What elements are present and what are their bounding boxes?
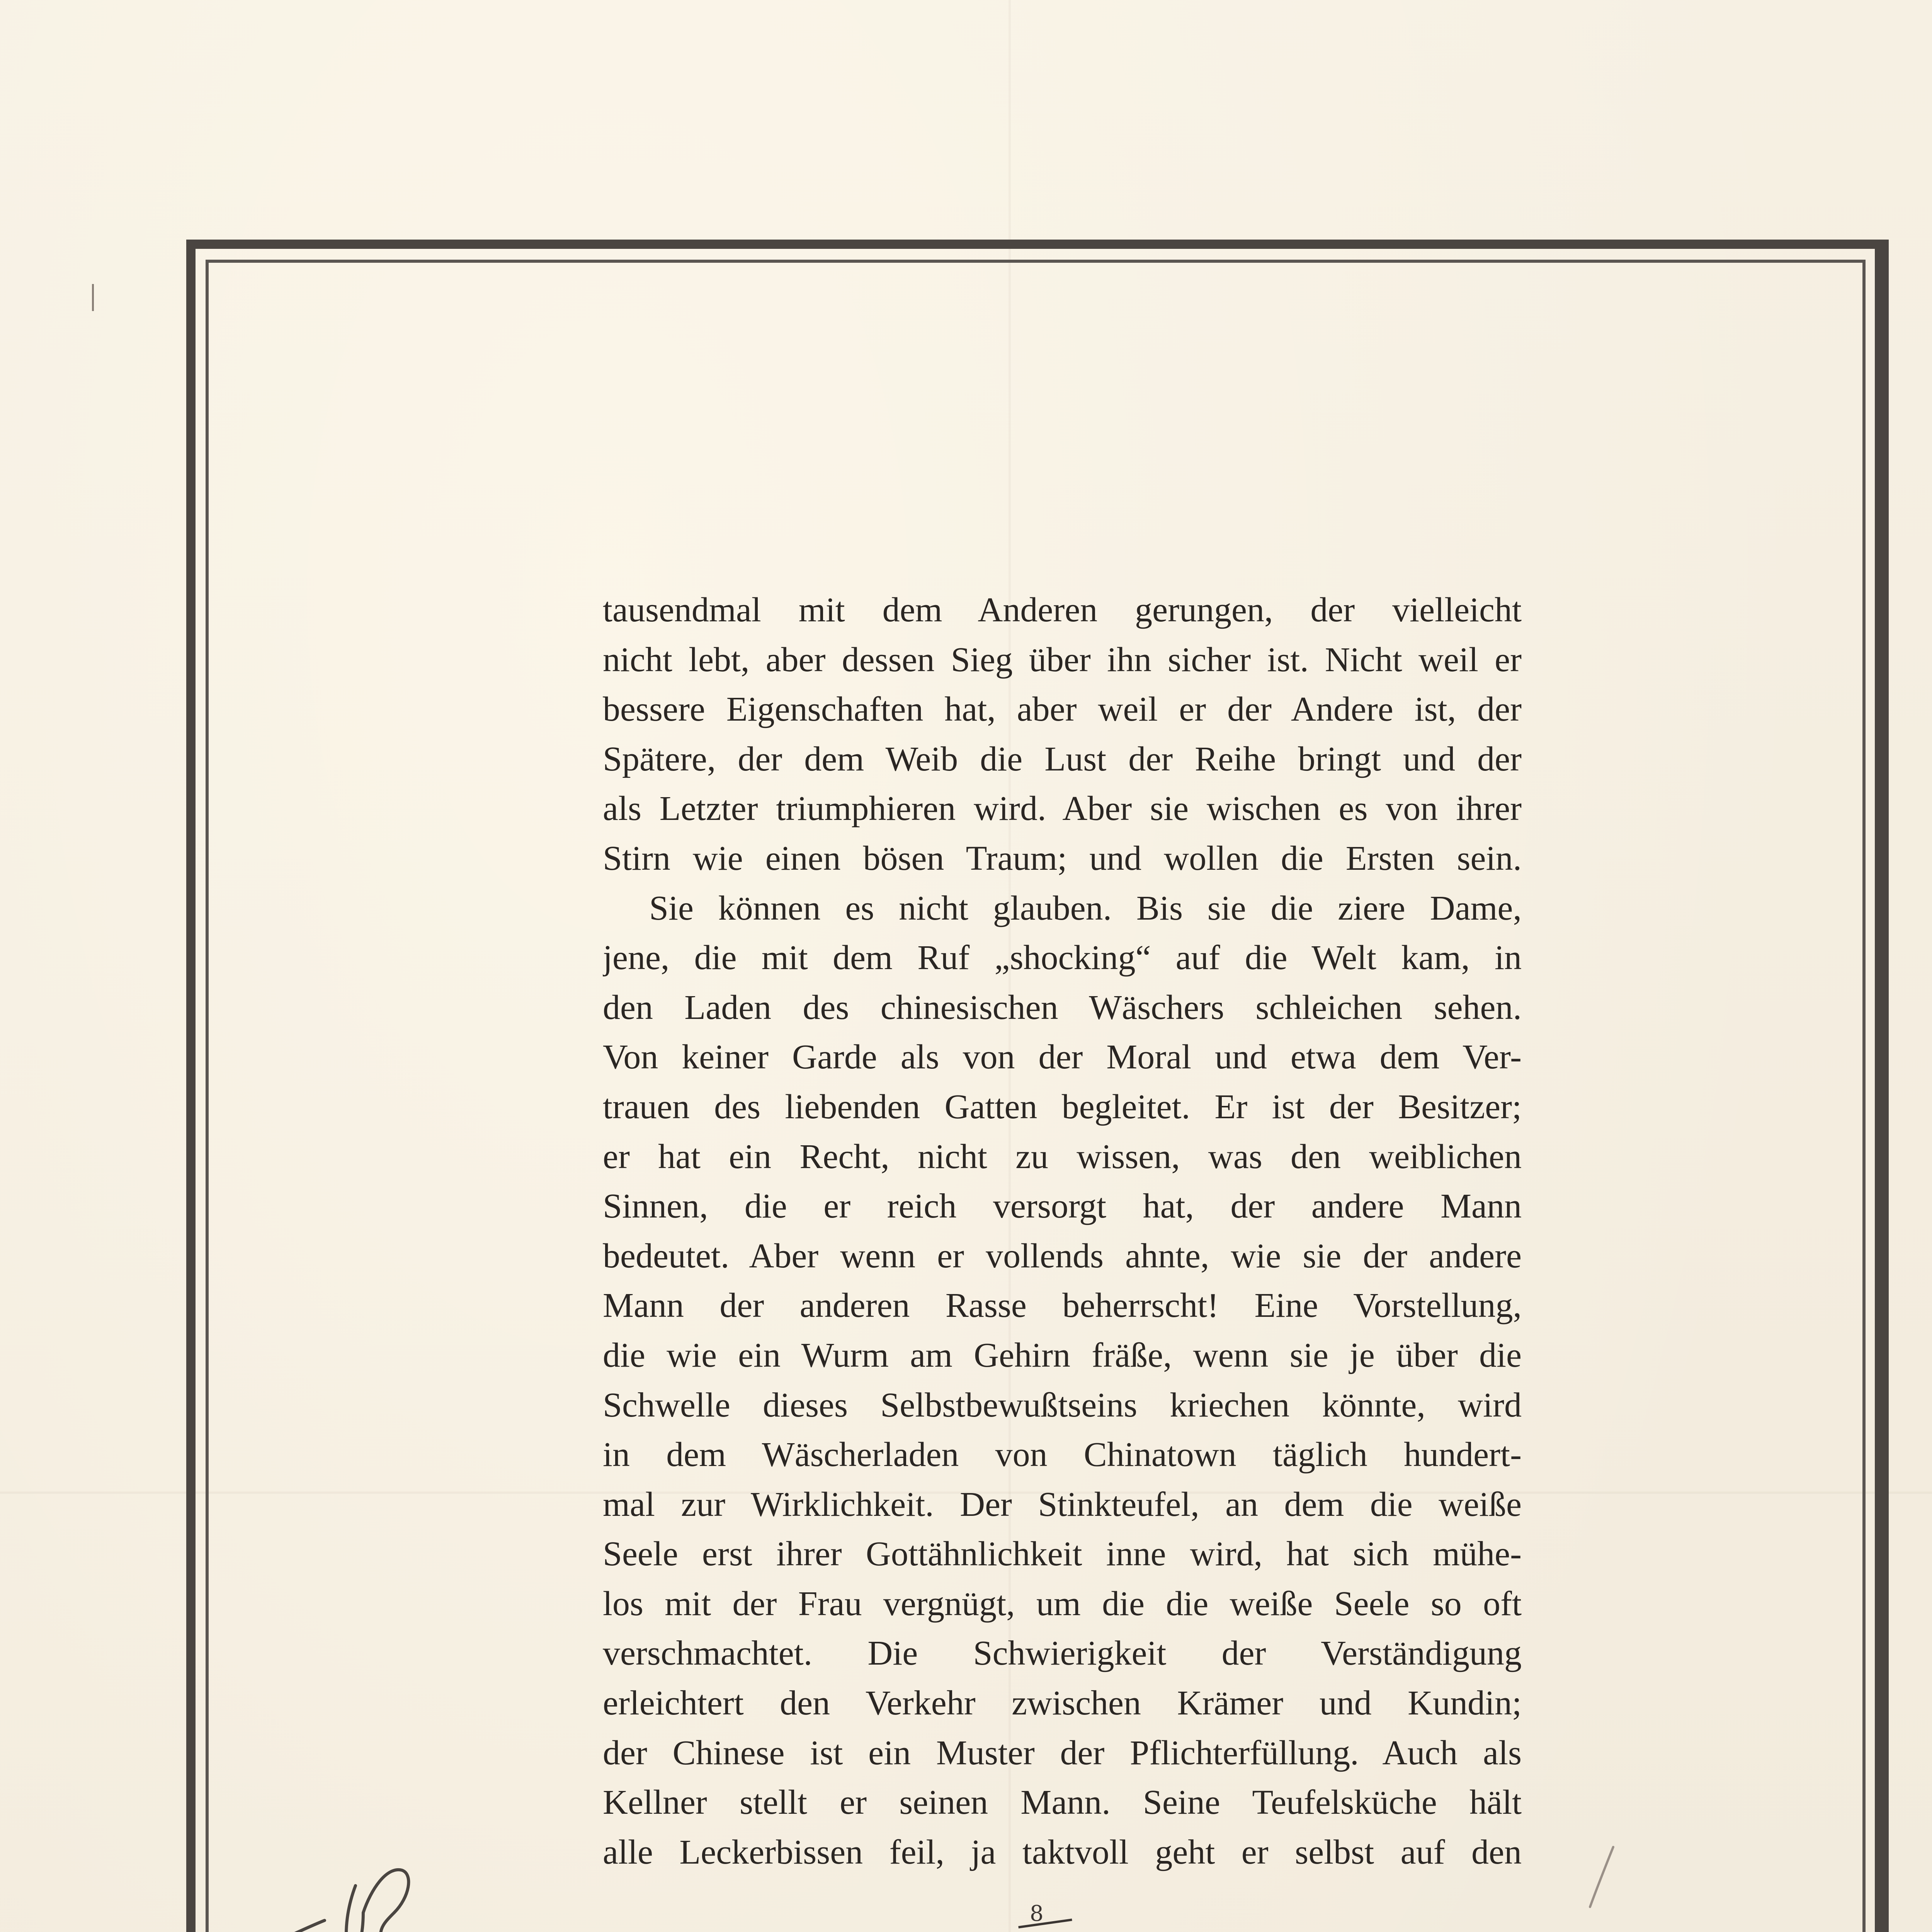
text-line: Spätere, der dem Weib die Lust der Reihe bringt und der xyxy=(603,740,1522,778)
text-line: jene, die mit dem Ruf „shocking“ auf die Welt kam, in xyxy=(603,939,1522,977)
text-line: Mann der anderen Rasse beherrscht! Eine Vorstellung, xyxy=(603,1286,1522,1325)
text-line: trauen des liebenden Gatten begleitet. Er ist der Besitzer; xyxy=(603,1087,1522,1126)
margin-tick xyxy=(92,284,94,311)
text-line: Kellner stellt er seinen Mann. Seine Teufelsküche hält xyxy=(603,1783,1522,1822)
handwritten-mark-icon xyxy=(247,1824,448,1932)
text-line: bedeutet. Aber wenn er vollends ahnte, wie sie der andere xyxy=(603,1236,1522,1275)
text-line: der Chinese ist ein Muster der Pflichterfüllung. Auch als xyxy=(603,1733,1522,1772)
text-line: den Laden des chinesischen Wäschers schleichen sehen. xyxy=(603,988,1522,1027)
text-line: los mit der Frau vergnügt, um die die weiße Seele so oft xyxy=(603,1584,1522,1623)
text-line: als Letzter triumphieren wird. Aber sie wischen es von ihrer xyxy=(603,789,1522,828)
body-text xyxy=(603,585,1522,1877)
text-line: nicht lebt, aber dessen Sieg über ihn sicher ist. Nicht weil er xyxy=(603,640,1522,679)
text-line: tausendmal mit dem Anderen gerungen, der vielleicht xyxy=(603,591,1522,629)
page-number: 8 xyxy=(1030,1901,1044,1926)
pencil-mark-icon xyxy=(1582,1843,1621,1913)
text-line: bessere Eigenschaften hat, aber weil er der Andere ist, der xyxy=(603,690,1522,729)
text-line: die wie ein Wurm am Gehirn fräße, wenn sie je über die xyxy=(603,1336,1522,1374)
text-line: erleichtert den Verkehr zwischen Krämer und Kundin; xyxy=(603,1684,1522,1723)
text-line: Sinnen, die er reich versorgt hat, der andere Mann xyxy=(603,1187,1522,1226)
text-line: alle Leckerbissen feil, ja taktvoll geht er selbst auf den xyxy=(603,1833,1522,1871)
text-line: verschmachtet. Die Schwierigkeit der Verständigung xyxy=(603,1634,1522,1673)
text-line: Seele erst ihrer Gottähnlichkeit inne wird, hat sich mühe- xyxy=(603,1535,1522,1573)
text-line: Stirn wie einen bösen Traum; und wollen die Ersten sein. xyxy=(603,839,1522,878)
text-line: Sie können es nicht glauben. Bis sie die ziere Dame, xyxy=(649,889,1522,927)
text-line: Von keiner Garde als von der Moral und etwa dem Ver- xyxy=(603,1038,1522,1077)
text-line: mal zur Wirklichkeit. Der Stinkteufel, an dem die weiße xyxy=(603,1485,1522,1524)
text-line: Schwelle dieses Selbstbewußtseins kriechen könnte, wird xyxy=(603,1386,1522,1424)
text-line: in dem Wäscherladen von Chinatown täglich hundert- xyxy=(603,1435,1522,1474)
text-line: er hat ein Recht, nicht zu wissen, was den weiblichen xyxy=(603,1137,1522,1176)
